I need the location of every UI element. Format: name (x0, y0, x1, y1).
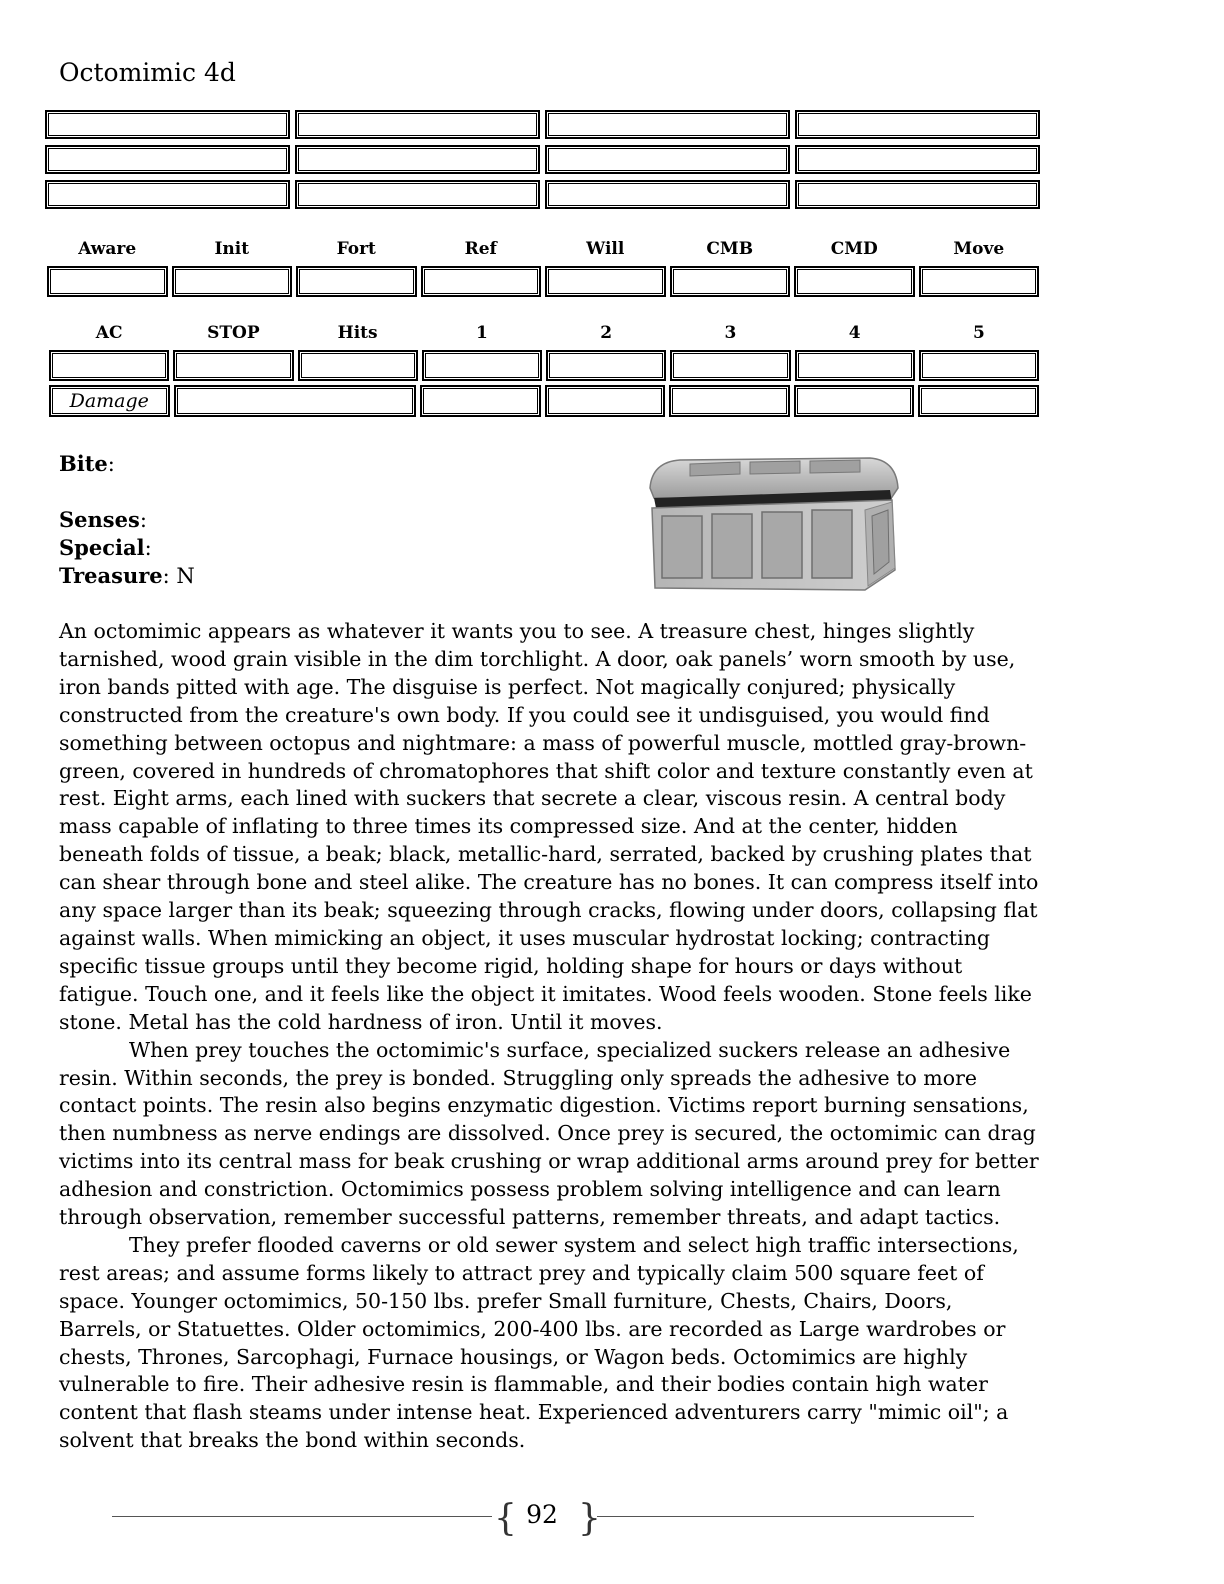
treasure-chest-icon (640, 450, 905, 595)
defense-label-hits: Hits (337, 323, 378, 343)
defense-label-stop: STOP (207, 323, 260, 343)
damage-5-box[interactable] (918, 385, 1039, 417)
bite-field (59, 450, 195, 478)
defense-labels-row (49, 323, 1039, 343)
entry-box[interactable] (545, 145, 790, 174)
aware-box[interactable] (47, 266, 168, 297)
entry-box[interactable] (795, 180, 1040, 209)
damage-row (49, 385, 1039, 417)
stop-box[interactable] (173, 350, 293, 381)
hits-box[interactable] (298, 350, 418, 381)
special-label: Special (59, 535, 145, 560)
entry-box[interactable] (795, 145, 1040, 174)
ref-box[interactable] (421, 266, 542, 297)
defense-boxes-row (49, 350, 1039, 381)
paragraph-1: An octomimic appears as whatever it wants you to see. A treasure chest, hinges slightly tarnished, wood grain visible in the dim torchlight. A door, oak panels’ worn smooth by use, iron bands pitted with age. The disguise is perfect. Not magically conjured; physically constructed from the creature's own body. If you could see it undisguised, you would find something between octopus and nightmare: a mass of powerful muscle, mottled gray-brown-green, covered in hundreds of chromatophores that shift color and texture constantly even at rest. Eight arms, each lined with suckers that secrete a clear, viscous resin. A central body mass capable of inflating to three times its compressed size. And at the center, hidden beneath folds of tissue, a beak; black, metallic-hard, serrated, backed by crushing plates that can shear through bone and steel alike. The creature has no bones. It can compress itself into any space larger than its beak; squeezing through cracks, flowing under doors, collapsing flat against walls. When mimicking an object, it uses muscular hydrostat locking; contracting specific tissue groups until they become rigid, holding shape for hours or days without fatigue. Touch one, and it feels like the object it imitates. Wood feels wooden. Stone feels like stone. Metal has the cold hardness of iron. Until it moves. (59, 619, 1039, 1034)
colon: : (139, 508, 147, 532)
entry-box[interactable] (295, 145, 540, 174)
footer-brace-right: } (578, 1498, 601, 1539)
defense-label-1: 1 (475, 323, 488, 343)
hit-5-box[interactable] (919, 350, 1039, 381)
entry-box[interactable] (45, 145, 290, 174)
colon: : (162, 564, 170, 588)
special-field (59, 534, 195, 562)
defense-label-4: 4 (848, 323, 861, 343)
stat-label-cmd: CMD (830, 239, 878, 259)
stat-label-move: Move (953, 239, 1005, 259)
hit-1-box[interactable] (422, 350, 542, 381)
fort-box[interactable] (296, 266, 417, 297)
stat-label-will: Will (586, 239, 625, 259)
damage-box[interactable] (174, 385, 417, 417)
entry-box[interactable] (295, 180, 540, 209)
damage-2-box[interactable] (545, 385, 666, 417)
cmb-box[interactable] (670, 266, 791, 297)
attribute-fields (59, 450, 195, 590)
hit-3-box[interactable] (670, 350, 790, 381)
footer-brace-left: { (494, 1498, 517, 1539)
will-box[interactable] (545, 266, 666, 297)
footer-rule-left (112, 1516, 492, 1517)
page-number: 92 (526, 1500, 558, 1529)
init-box[interactable] (172, 266, 293, 297)
colon: : (144, 536, 152, 560)
stat-label-aware: Aware (78, 239, 137, 259)
treasure-label: Treasure (59, 563, 163, 588)
hit-4-box[interactable] (795, 350, 915, 381)
defense-label-ac: AC (95, 323, 123, 343)
box-row (45, 110, 1040, 139)
hit-2-box[interactable] (546, 350, 666, 381)
damage-3-box[interactable] (669, 385, 790, 417)
bite-label: Bite (59, 451, 108, 476)
defense-label-2: 2 (600, 323, 613, 343)
top-box-grid (45, 110, 1040, 215)
entry-box[interactable] (45, 180, 290, 209)
defense-label-5: 5 (972, 323, 985, 343)
damage-label: Damage (49, 385, 170, 417)
description-text (59, 618, 1039, 1455)
box-row (45, 180, 1040, 209)
cmd-box[interactable] (794, 266, 915, 297)
entry-box[interactable] (45, 110, 290, 139)
damage-4-box[interactable] (794, 385, 915, 417)
box-row (45, 145, 1040, 174)
treasure-field (59, 562, 195, 590)
stat-label-cmb: CMB (706, 239, 754, 259)
ac-box[interactable] (49, 350, 169, 381)
move-box[interactable] (919, 266, 1040, 297)
colon: : (107, 452, 115, 476)
page-title: Octomimic 4d (59, 58, 236, 87)
defense-label-3: 3 (724, 323, 737, 343)
treasure-value: N (176, 564, 195, 588)
entry-box[interactable] (795, 110, 1040, 139)
entry-box[interactable] (545, 110, 790, 139)
stat-label-fort: Fort (336, 239, 376, 259)
stat-labels-row (47, 239, 1039, 259)
paragraph-2: When prey touches the octomimic's surface, specialized suckers release an adhesive resin. Within seconds, the prey is bonded. Struggling only spreads the adhesive to more contact points. The resin also begins enzymatic digestion. Victims report burning sensations, then numbness as nerve endings are dissolved. Once prey is secured, the octomimic can drag victims into its central mass for beak crushing or wrap additional arms around prey for better adhesion and constriction. Octomimics possess problem solving intelligence and can learn through observation, remember successful patterns, remember threats, and adapt tactics. (59, 1037, 1039, 1230)
stat-boxes-row (47, 266, 1039, 297)
stat-label-ref: Ref (464, 239, 497, 259)
page-footer (112, 1494, 974, 1538)
stat-label-init: Init (214, 239, 250, 259)
damage-1-box[interactable] (420, 385, 541, 417)
paragraph-3: They prefer flooded caverns or old sewer system and select high traffic intersections, rest areas; and assume forms likely to attract prey and typically claim 500 square feet of space. Younger octomimics, 50-150 lbs. prefer Small furniture, Chests, Chairs, Doors, Barrels, or Statuettes. Older octomimics, 200-400 lbs. are recorded as Large wardrobes or chests, Thrones, Sarcophagi, Furnace housings, or Wagon beds. Octomimics are highly vulnerable to fire. Their adhesive resin is flammable, and their bodies contain high water content that flash steams under intense heat. Experienced adventurers carry "mimic oil"; a solvent that breaks the bond within seconds. (59, 1232, 1019, 1453)
senses-label: Senses (59, 507, 140, 532)
footer-rule-right (597, 1516, 974, 1517)
entry-box[interactable] (545, 180, 790, 209)
entry-box[interactable] (295, 110, 540, 139)
senses-field (59, 506, 195, 534)
